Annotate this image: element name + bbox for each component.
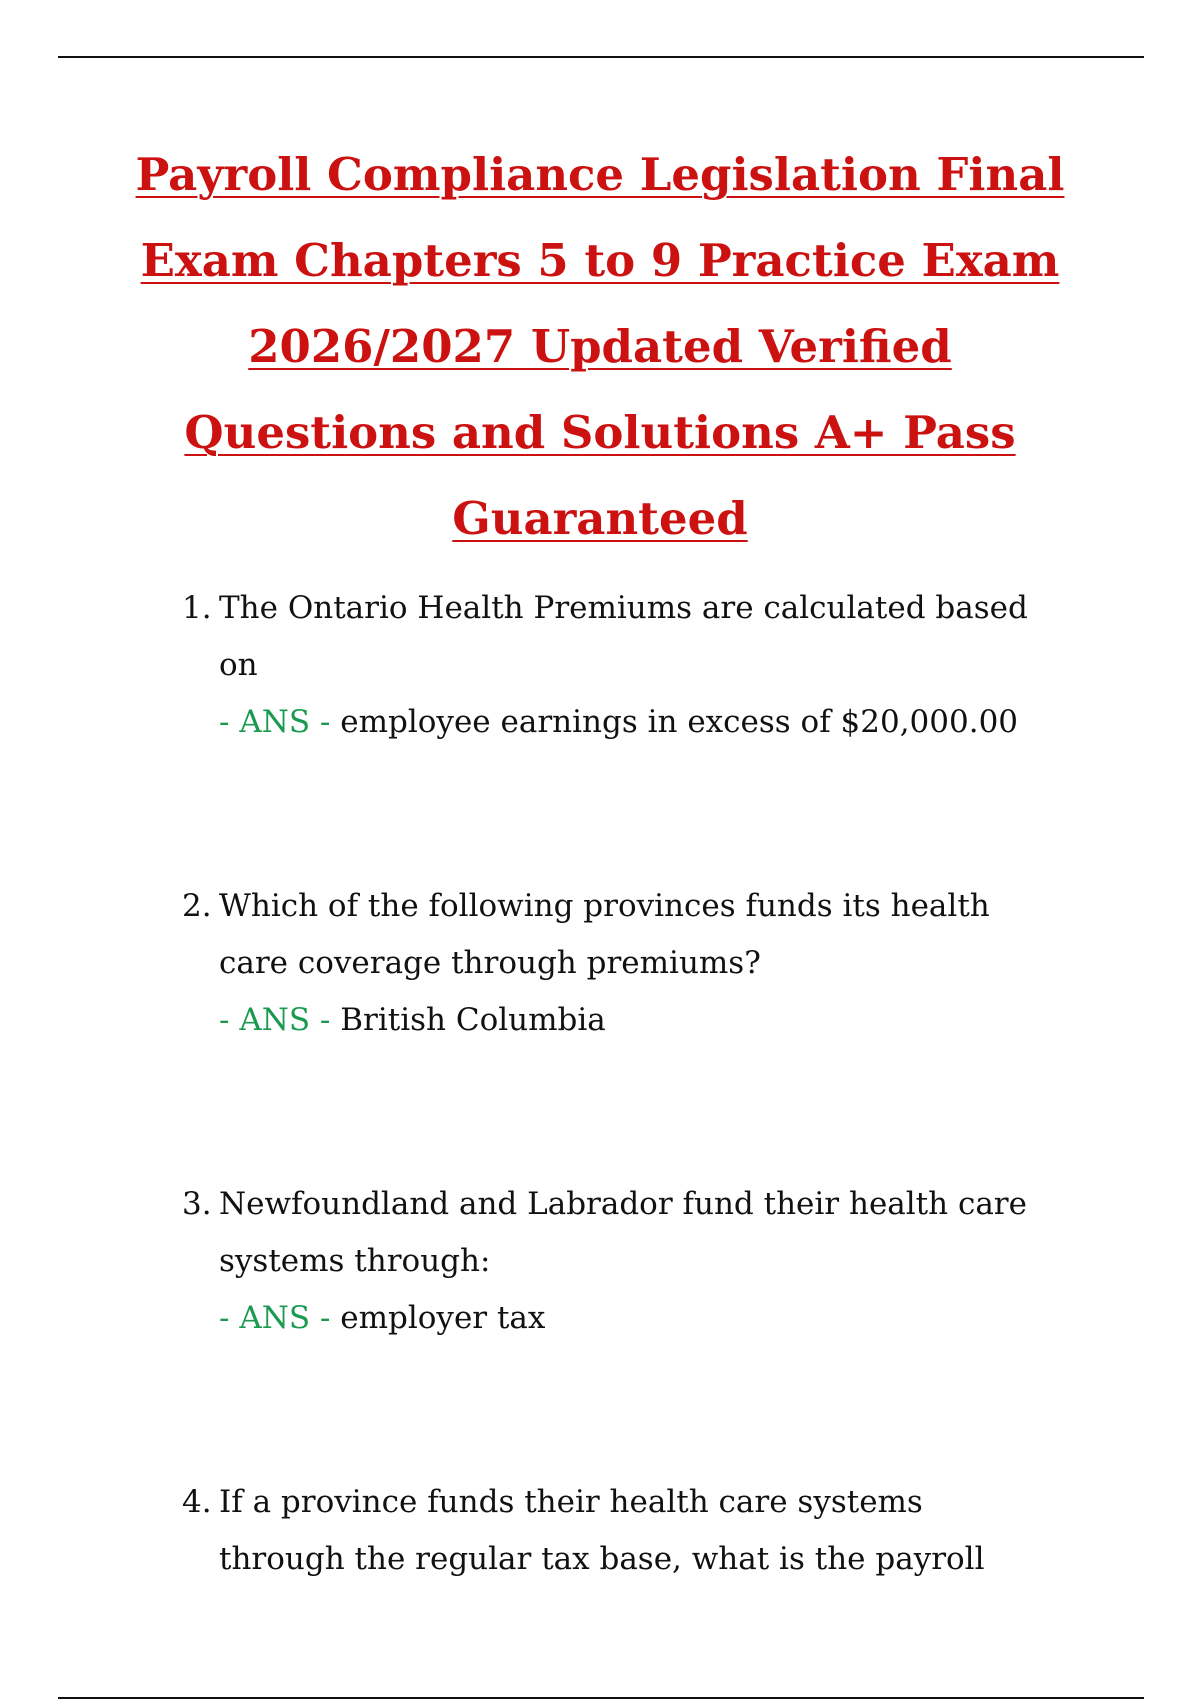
footer-rule: [58, 1697, 1144, 1699]
question-item: [0, 1176, 1069, 1347]
answer-text: employer tax: [340, 1300, 546, 1336]
document-title: [100, 132, 1100, 562]
question-text-line: care coverage through premiums?: [219, 945, 761, 981]
question-list: [0, 580, 1200, 1588]
answer-line: [219, 1290, 1069, 1347]
question-text-line: on: [219, 647, 258, 683]
question-text-line: through the regular tax base, what is the payroll: [219, 1541, 985, 1577]
question-number: 4.: [182, 1484, 212, 1520]
answer-marker: - ANS -: [219, 1300, 331, 1336]
question-number: 3.: [182, 1186, 212, 1222]
answer-marker: - ANS -: [219, 1002, 331, 1038]
answer-line: [219, 694, 1069, 751]
question-text-line: systems through:: [219, 1243, 491, 1279]
question-text-line: Which of the following provinces funds its health: [219, 888, 990, 924]
answer-text: employee earnings in excess of $20,000.00: [340, 704, 1019, 740]
question-text-line: The Ontario Health Premiums are calculated based: [219, 590, 1028, 626]
title-line: 2026/2027 Updated Verified: [248, 320, 952, 373]
question-item: [0, 1474, 1069, 1588]
question-item: [0, 580, 1069, 751]
answer-marker: - ANS -: [219, 704, 331, 740]
question-number: 2.: [182, 888, 212, 924]
title-line: Guaranteed: [452, 492, 748, 545]
question-item: [0, 878, 1069, 1049]
answer-text: British Columbia: [340, 1002, 606, 1038]
title-line: Questions and Solutions A+ Pass: [184, 406, 1016, 459]
title-line: Exam Chapters 5 to 9 Practice Exam: [140, 234, 1060, 287]
question-number: 1.: [182, 590, 212, 626]
answer-line: [219, 992, 1069, 1049]
header-rule: [58, 56, 1144, 58]
question-text-line: Newfoundland and Labrador fund their health care: [219, 1186, 1027, 1222]
title-line: Payroll Compliance Legislation Final: [135, 148, 1065, 201]
question-text-line: If a province funds their health care systems: [219, 1484, 923, 1520]
